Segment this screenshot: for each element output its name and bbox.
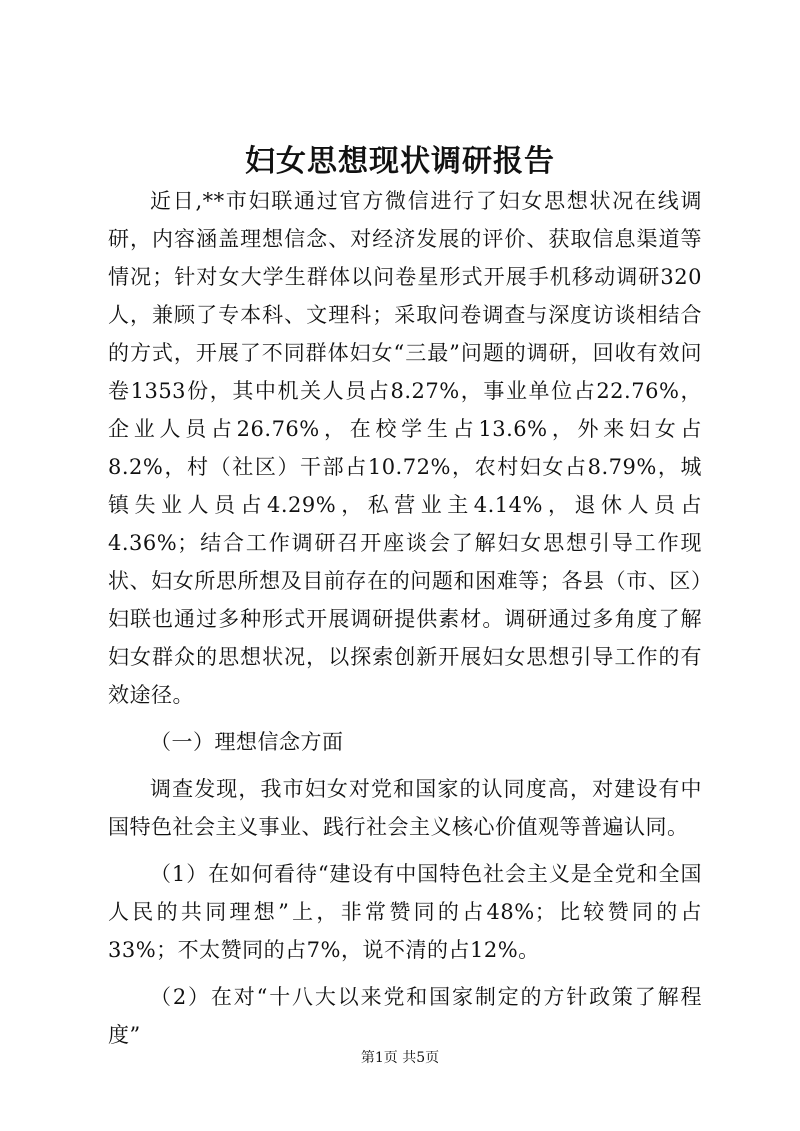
document-body (108, 182, 702, 1054)
paragraph-findings: 调查发现，我市妇女对党和国家的认同度高，对建设有中国特色社会主义事业、践行社会主义核心价值观等普遍认同。 (108, 777, 702, 839)
document-title: 妇女思想现状调研报告 (245, 144, 555, 179)
paragraph-item-1: （1）在如何看待“建设有中国特色社会主义是全党和全国人民的共同理想”上，非常赞同的占48%；比较赞同的占33%；不太赞同的占7%，说不清的占12%。 (108, 862, 702, 962)
section-heading-ideals: （一）理想信念方面 (150, 730, 344, 754)
paragraph-item-2: （2）在对“十八大以来党和国家制定的方针政策了解程度” (108, 985, 702, 1047)
paragraph-intro: 近日,**市妇联通过官方微信进行了妇女思想状况在线调研，内容涵盖理想信念、对经济发展的评价、获取信息渠道等情况；针对女大学生群体以问卷星形式开展手机移动调研320人，兼顾了专本科、文理科；采取问卷调查与深度访谈相结合的方式，开展了不同群体妇女“三最”问题的调研，回收有效问卷1353份，其中机关人员占8.27%，事业单位占22.76%，企业人员占26.76%，在校学生占13.6%，外来妇女占8.2%，村（社区）干部占10.72%，农村妇女占8.79%，城镇失业人员占4.29%，私营业主4.14%，退休人员占4.36%；结合工作调研召开座谈会了解妇女思想引导工作现状、妇女所思所想及目前存在的问题和困难等；各县（市、区）妇联也通过多种形式开展调研提供素材。调研通过多角度了解妇女群众的思想状况，以探索创新开展妇女思想引导工作的有效途径。 (108, 189, 702, 707)
page-footer: 第1页 共5页 (360, 1050, 440, 1066)
